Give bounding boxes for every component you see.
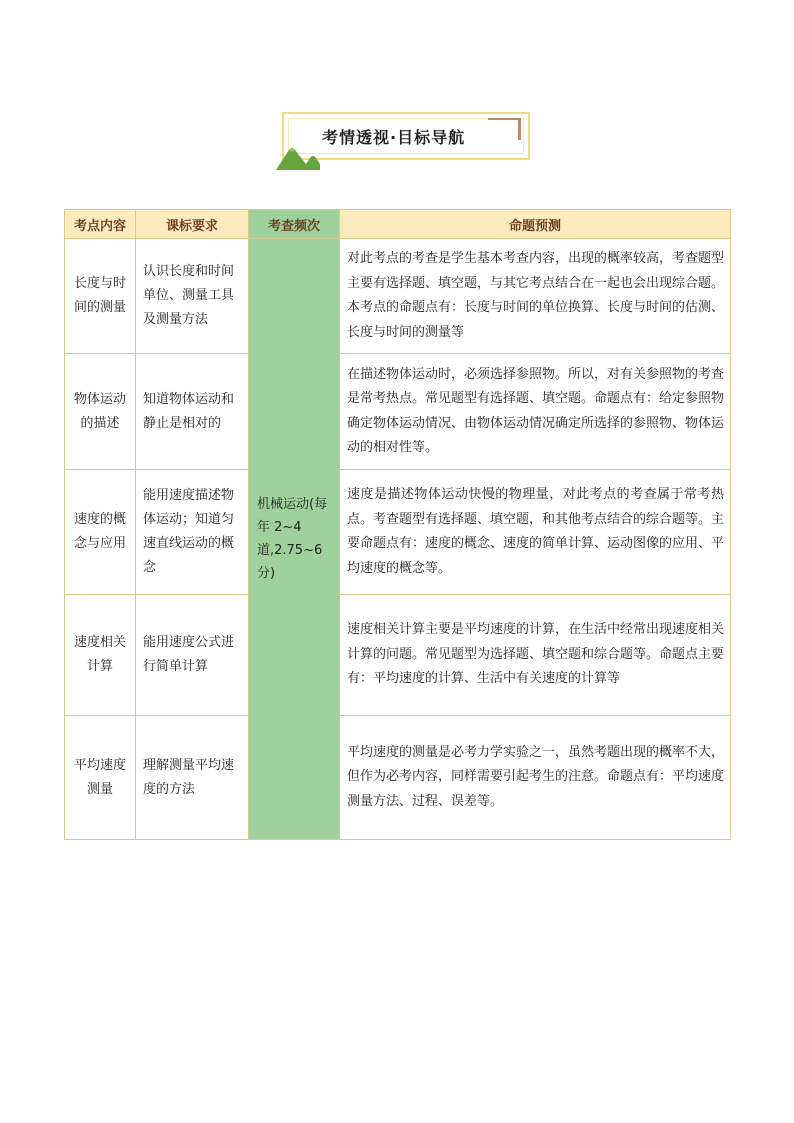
banner-corner-decoration-vertical <box>518 118 521 140</box>
prediction-cell: 速度相关计算主要是平均速度的计算，在生活中经常出现速度相关计算的问题。常见题型为选择题、填空题和综合题等。命题点主要有：平均速度的计算、生活中有关速度的计算等 <box>340 595 731 716</box>
table-row <box>65 239 731 354</box>
table-row <box>65 716 731 840</box>
requirement-cell: 能用速度公式进行简单计算 <box>136 595 249 716</box>
mountain-icon <box>276 142 320 170</box>
table-row <box>65 470 731 595</box>
requirement-cell: 理解测量平均速度的方法 <box>136 716 249 840</box>
point-cell: 速度的概念与应用 <box>65 470 136 595</box>
table-header-row <box>65 210 731 239</box>
requirement-cell: 能用速度描述物体运动；知道匀速直线运动的概念 <box>136 470 249 595</box>
frequency-cell: 机械运动(每年 2~4 道,2.75~6 分) <box>249 239 340 840</box>
table-row <box>65 595 731 716</box>
header-prediction: 命题预测 <box>340 210 731 239</box>
header-point: 考点内容 <box>65 210 136 239</box>
banner-corner-decoration <box>488 118 520 120</box>
point-cell: 平均速度测量 <box>65 716 136 840</box>
point-cell: 速度相关计算 <box>65 595 136 716</box>
requirement-cell: 认识长度和时间单位、测量工具及测量方法 <box>136 239 249 354</box>
point-cell: 物体运动的描述 <box>65 354 136 470</box>
prediction-cell: 对此考点的考查是学生基本考查内容，出现的概率较高，考查题型主要有选择题、填空题，与其它考点结合在一起也会出现综合题。本考点的命题点有：长度与时间的单位换算、长度与时间的估测、长度与时间的测量等 <box>340 239 731 354</box>
table-row <box>65 354 731 470</box>
exam-topic-table <box>64 209 731 840</box>
section-banner <box>276 110 536 170</box>
requirement-cell: 知道物体运动和静止是相对的 <box>136 354 249 470</box>
page-title: 考情透视·目标导航 <box>322 128 466 147</box>
prediction-cell: 速度是描述物体运动快慢的物理量，对此考点的考查属于常考热点。考查题型有选择题、填空题，和其他考点结合的综合题等。主要命题点有：速度的概念、速度的简单计算、运动图像的应用、平均速度的概念等。 <box>340 470 731 595</box>
header-requirement: 课标要求 <box>136 210 249 239</box>
prediction-cell: 在描述物体运动时，必须选择参照物。所以，对有关参照物的考查是常考热点。常见题型有选择题、填空题。命题点有：给定参照物确定物体运动情况、由物体运动情况确定所选择的参照物、物体运动的相对性等。 <box>340 354 731 470</box>
prediction-cell: 平均速度的测量是必考力学实验之一，虽然考题出现的概率不大，但作为必考内容，同样需要引起考生的注意。命题点有：平均速度测量方法、过程、误差等。 <box>340 716 731 840</box>
header-frequency: 考查频次 <box>249 210 340 239</box>
point-cell: 长度与时间的测量 <box>65 239 136 354</box>
